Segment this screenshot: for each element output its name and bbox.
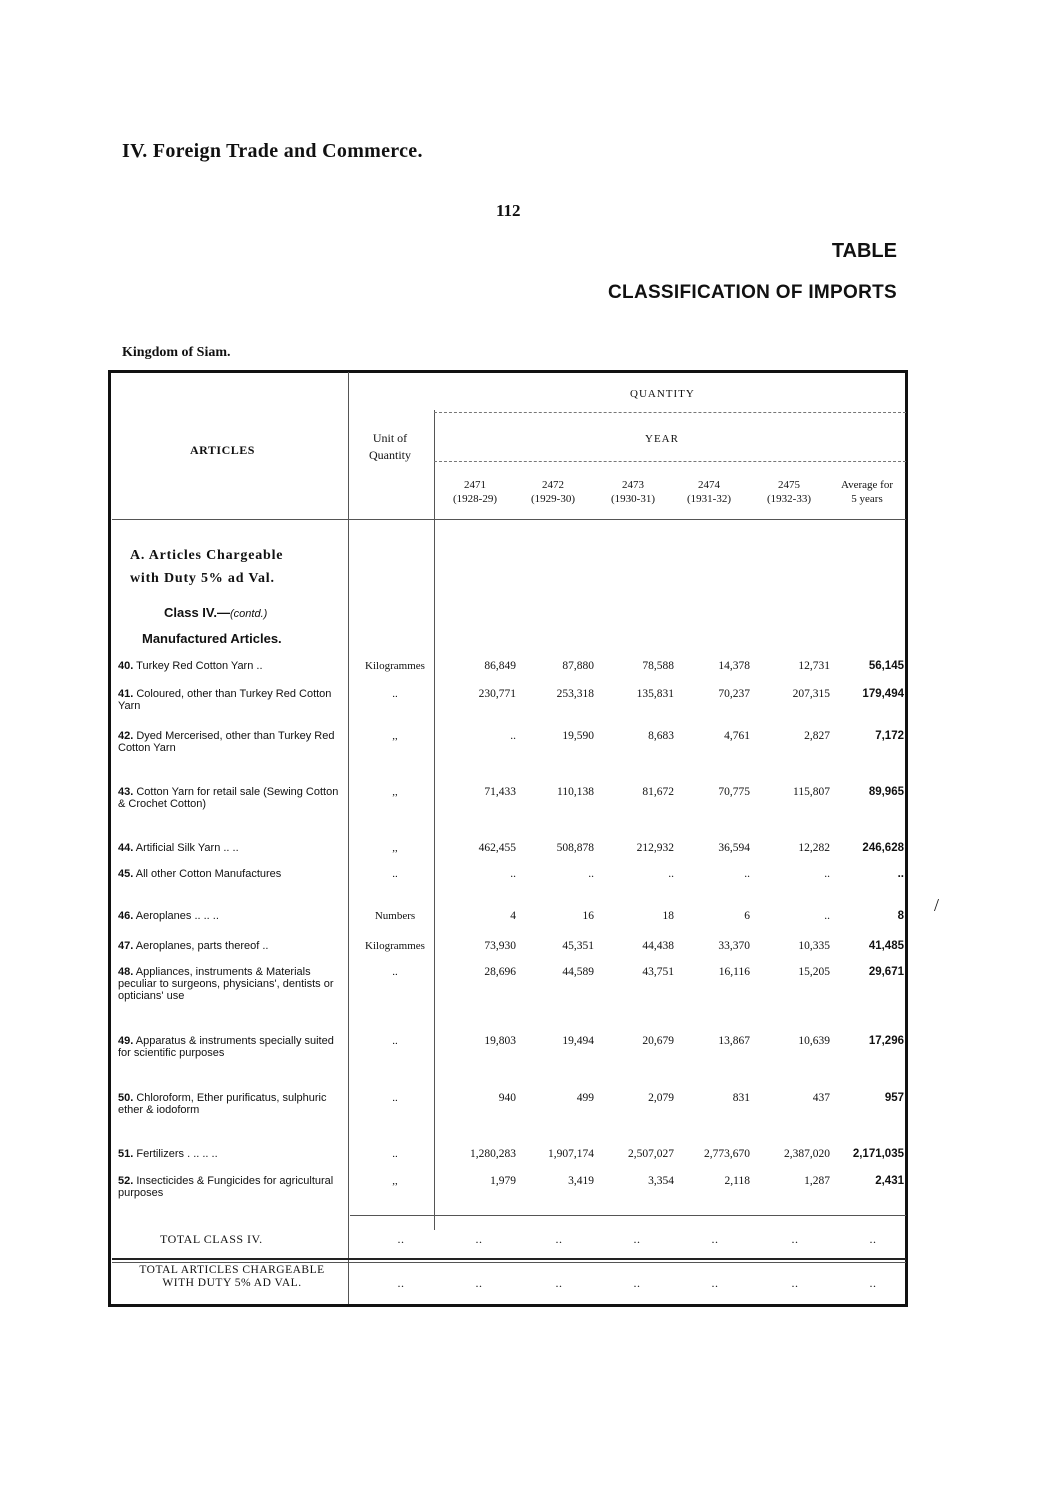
divider	[434, 412, 906, 413]
article-cell: 51. Fertilizers . .. .. ..	[118, 1148, 218, 1160]
value-cell: 2,118	[724, 1175, 750, 1187]
average-cell: 8	[897, 910, 904, 922]
value-cell: 18	[662, 910, 674, 922]
total-value-cell: ..	[475, 1276, 483, 1290]
value-cell: 3,354	[648, 1175, 674, 1187]
value-cell: 45,351	[562, 940, 594, 952]
unit-cell: Kilogrammes	[365, 940, 425, 952]
value-cell: ..	[588, 868, 594, 880]
value-cell: 33,370	[718, 940, 750, 952]
value-cell: 20,679	[642, 1035, 674, 1047]
total-value-cell: ..	[397, 1232, 405, 1246]
value-cell: 3,419	[568, 1175, 594, 1187]
page-number: 112	[496, 201, 521, 220]
value-cell: 230,771	[478, 688, 516, 700]
value-cell: 2,387,020	[784, 1148, 830, 1160]
article-cell: 43. Cotton Yarn for retail sale (Sewing Cotton & Crochet Cotton)	[118, 786, 339, 810]
value-cell: 462,455	[478, 842, 516, 854]
value-cell: 28,696	[484, 966, 516, 978]
header-year-col: 2472 (1929-30)	[531, 479, 575, 505]
value-cell: 1,979	[490, 1175, 516, 1187]
total-value-cell: ..	[475, 1232, 483, 1246]
value-cell: 2,827	[804, 730, 830, 742]
article-cell: 40. Turkey Red Cotton Yarn ..	[118, 660, 263, 672]
value-cell: 1,907,174	[548, 1148, 594, 1160]
value-cell: 4,761	[724, 730, 750, 742]
value-cell: 44,438	[642, 940, 674, 952]
header-year-col: 2474 (1931-32)	[687, 479, 731, 505]
total-value-cell: ..	[869, 1232, 877, 1246]
value-cell: 15,205	[798, 966, 830, 978]
total-value-cell: ..	[555, 1276, 563, 1290]
total-value-cell: ..	[633, 1276, 641, 1290]
value-cell: 73,930	[484, 940, 516, 952]
value-cell: 8,683	[648, 730, 674, 742]
average-cell: 957	[884, 1092, 904, 1104]
value-cell: 70,237	[718, 688, 750, 700]
unit-cell: Kilogrammes	[365, 660, 425, 672]
value-cell: 16	[582, 910, 594, 922]
value-cell: 4	[510, 910, 516, 922]
value-cell: 19,494	[562, 1035, 594, 1047]
table-subtitle: CLASSIFICATION OF IMPORTS	[608, 282, 897, 303]
total-value-cell: ..	[791, 1276, 799, 1290]
header-year-col: 2475 (1932-33)	[767, 479, 811, 505]
article-cell: 48. Appliances, instruments & Materials peculiar to surgeons, physicians', dentists or opticians' use	[118, 966, 334, 1002]
total-value-cell: ..	[869, 1276, 877, 1290]
average-cell: 179,494	[862, 688, 904, 700]
header-unit: Unit of Quantity	[369, 431, 411, 462]
manufactured-heading: Manufactured Articles.	[142, 631, 282, 646]
table-label: TABLE	[831, 240, 897, 262]
unit-cell: ,,	[392, 1175, 398, 1187]
total-value-cell: ..	[711, 1232, 719, 1246]
imports-table	[108, 370, 908, 1307]
unit-cell: ,,	[392, 730, 398, 742]
unit-cell: ..	[392, 1092, 398, 1104]
average-cell: 2,431	[875, 1175, 904, 1187]
unit-cell: ,,	[392, 786, 398, 798]
divider	[348, 372, 349, 1304]
divider	[350, 1215, 906, 1216]
value-cell: 135,831	[636, 688, 674, 700]
article-cell: 42. Dyed Mercerised, other than Turkey Red Cotton Yarn	[118, 730, 335, 754]
article-cell: 41. Coloured, other than Turkey Red Cotton Yarn	[118, 688, 332, 712]
value-cell: ..	[744, 868, 750, 880]
value-cell: ..	[510, 868, 516, 880]
section-a-heading-2: with Duty 5% ad Val.	[130, 571, 275, 586]
value-cell: 12,731	[798, 660, 830, 672]
divider	[112, 1258, 906, 1260]
value-cell: 212,932	[636, 842, 674, 854]
value-cell: 831	[732, 1092, 750, 1104]
value-cell: 10,335	[798, 940, 830, 952]
header-year-col: 2473 (1930-31)	[611, 479, 655, 505]
unit-cell: ..	[392, 688, 398, 700]
total-class-label: TOTAL CLASS IV.	[160, 1232, 263, 1246]
section-a-heading: A. Articles Chargeable	[130, 548, 284, 563]
value-cell: 70,775	[718, 786, 750, 798]
value-cell: 86,849	[484, 660, 516, 672]
value-cell: 207,315	[792, 688, 830, 700]
article-cell: 52. Insecticides & Fungicides for agricultural purposes	[118, 1175, 334, 1199]
value-cell: 13,867	[718, 1035, 750, 1047]
value-cell: 12,282	[798, 842, 830, 854]
divider	[112, 519, 906, 520]
value-cell: 940	[498, 1092, 516, 1104]
value-cell: 437	[812, 1092, 830, 1104]
value-cell: 43,751	[642, 966, 674, 978]
value-cell: 14,378	[718, 660, 750, 672]
header-quantity: QUANTITY	[630, 388, 695, 400]
average-cell: 246,628	[862, 842, 904, 854]
value-cell: 71,433	[484, 786, 516, 798]
unit-cell: ..	[392, 868, 398, 880]
value-cell: 19,590	[562, 730, 594, 742]
unit-cell: Numbers	[374, 910, 416, 922]
value-cell: 16,116	[718, 966, 750, 978]
average-cell: 56,145	[868, 660, 904, 672]
value-cell: 19,803	[484, 1035, 516, 1047]
class-heading: Class IV.—(contd.)	[164, 605, 268, 620]
divider	[434, 410, 435, 1230]
total-grand-label: TOTAL ARTICLES CHARGEABLE WITH DUTY 5% AD VAL.	[139, 1264, 325, 1289]
value-cell: ..	[824, 910, 830, 922]
value-cell: ..	[668, 868, 674, 880]
header-average: Average for 5 years	[840, 479, 893, 505]
value-cell: 508,878	[556, 842, 594, 854]
value-cell: 253,318	[556, 688, 594, 700]
divider	[112, 1262, 906, 1263]
header-year-col: 2471 (1928-29)	[453, 479, 497, 505]
average-cell: 41,485	[868, 940, 904, 952]
average-cell: ..	[897, 868, 904, 880]
article-cell: 49. Apparatus & instruments specially suited for scientific purposes	[118, 1035, 334, 1059]
total-value-cell: ..	[397, 1276, 405, 1290]
total-value-cell: ..	[791, 1232, 799, 1246]
average-cell: 7,172	[875, 730, 904, 742]
value-cell: 36,594	[718, 842, 750, 854]
value-cell: 81,672	[642, 786, 674, 798]
unit-cell: ..	[392, 1148, 398, 1160]
value-cell: 2,507,027	[628, 1148, 674, 1160]
unit-cell: ..	[392, 966, 398, 978]
country-label: Kingdom of Siam.	[122, 345, 231, 360]
value-cell: 87,880	[562, 660, 594, 672]
article-cell: 50. Chloroform, Ether purificatus, sulphuric ether & iodoform	[118, 1092, 327, 1116]
article-cell: 45. All other Cotton Manufactures	[118, 868, 282, 880]
total-value-cell: ..	[555, 1232, 563, 1246]
total-value-cell: ..	[633, 1232, 641, 1246]
value-cell: 110,138	[557, 786, 594, 798]
header-year: YEAR	[645, 433, 679, 445]
unit-cell: ..	[392, 1035, 398, 1047]
average-cell: 2,171,035	[852, 1148, 904, 1160]
value-cell: 1,287	[804, 1175, 830, 1187]
value-cell: 115,807	[793, 786, 830, 798]
value-cell: 78,588	[642, 660, 674, 672]
unit-cell: ,,	[392, 842, 398, 854]
section-heading: IV. Foreign Trade and Commerce.	[122, 140, 423, 162]
value-cell: 499	[576, 1092, 594, 1104]
article-cell: 44. Artificial Silk Yarn .. ..	[118, 842, 239, 854]
article-cell: 46. Aeroplanes .. .. ..	[118, 910, 219, 922]
value-cell: 2,773,670	[704, 1148, 750, 1160]
value-cell: 2,079	[648, 1092, 674, 1104]
stray-mark: /	[934, 895, 940, 915]
average-cell: 29,671	[868, 966, 904, 978]
value-cell: 44,589	[562, 966, 594, 978]
average-cell: 17,296	[868, 1035, 904, 1047]
article-cell: 47. Aeroplanes, parts thereof ..	[118, 940, 269, 952]
value-cell: 10,639	[798, 1035, 830, 1047]
header-articles: ARTICLES	[190, 443, 255, 457]
value-cell: ..	[510, 730, 516, 742]
divider	[434, 461, 906, 462]
value-cell: 6	[744, 910, 750, 922]
average-cell: 89,965	[868, 786, 904, 798]
value-cell: 1,280,283	[470, 1148, 516, 1160]
total-value-cell: ..	[711, 1276, 719, 1290]
value-cell: ..	[824, 868, 830, 880]
